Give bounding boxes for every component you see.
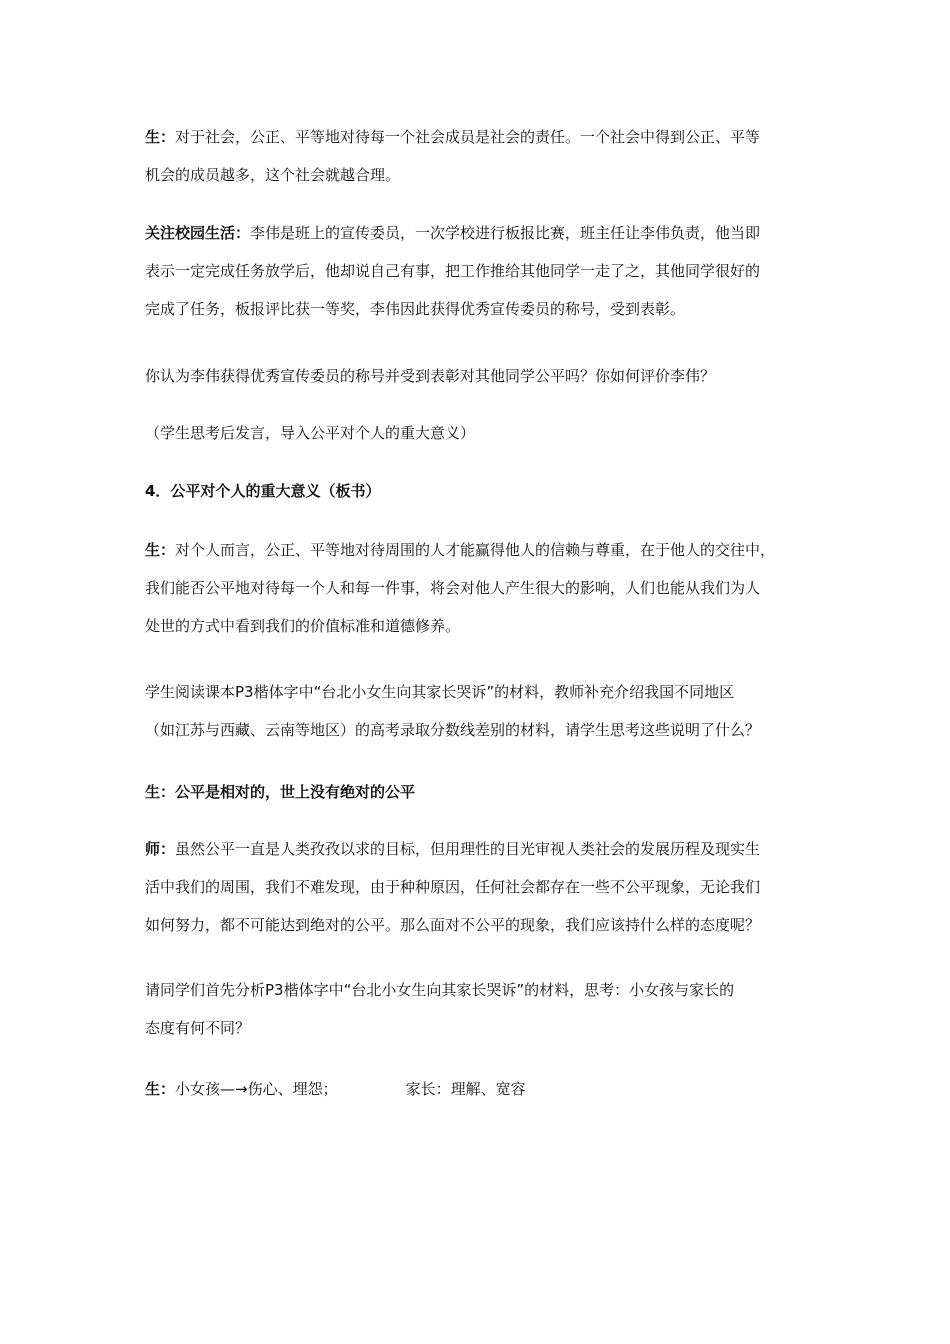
text-line: 学生阅读课本P3楷体字中“台北小女生向其家长哭诉”的材料，教师补充介绍我国不同地区: [145, 683, 735, 701]
paragraph-teacher: [145, 830, 810, 944]
parent-attitude: 家长：理解、宽容: [405, 1080, 526, 1098]
text-run: 对个人而言，公正、平等地对待周围的人才能赢得他人的信赖与尊重，在于他人的交往中，: [175, 541, 776, 559]
paragraph-student-individual: [145, 531, 810, 645]
text-line: 你认为李伟获得优秀宣传委员的称号并受到表彰对其他同学公平吗？你如何评价李伟？: [145, 367, 716, 385]
heading-text: 生：公平是相对的，世上没有绝对的公平: [145, 783, 416, 801]
text-line: [145, 214, 810, 252]
speaker-label: 生：: [145, 541, 176, 559]
text-line: 机会的成员越多，这个社会就越合理。: [145, 166, 401, 184]
text-line: [145, 830, 810, 868]
paragraph-student-answer: [145, 1070, 810, 1108]
text-line: [145, 118, 810, 156]
lead-label: 关注校园生活：: [145, 224, 251, 242]
paragraph-analysis-prompt: [145, 971, 810, 1047]
text-line: 请同学们首先分析P3楷体字中“台北小女生向其家长哭诉”的材料，思考：小女孩与家长的: [145, 981, 735, 999]
text-line: [145, 531, 810, 569]
text-line: 我们能否公平地对待每一个人和每一件事，将会对他人产生很大的影响，人们也能从我们为人: [145, 579, 761, 597]
heading-text: 4．公平对个人的重大意义（板书）: [145, 482, 381, 500]
girl-attitude: 小女孩—→伤心、埋怨；: [175, 1080, 338, 1098]
text-run: 虽然公平一直是人类孜孜以求的目标，但用理性的目光审视人类社会的发展历程及现实生: [175, 840, 761, 858]
text-line: （学生思考后发言，导入公平对个人的重大意义）: [145, 424, 476, 442]
speaker-label: 生：: [145, 128, 176, 146]
paragraph-student-society: [145, 118, 810, 194]
speaker-label: 生：: [145, 1080, 176, 1098]
text-line: 活中我们的周围，我们不难发现，由于种种原因，任何社会都存在一些不公平现象，无论我们: [145, 878, 761, 896]
paragraph-discussion-note: [145, 414, 810, 452]
paragraph-campus-life: [145, 214, 810, 328]
paragraph-question: [145, 357, 810, 395]
speaker-label: 师：: [145, 840, 176, 858]
subheading-relative-fairness: [145, 773, 810, 811]
text-run: 对于社会，公正、平等地对待每一个社会成员是社会的责任。一个社会中得到公正、平等: [175, 128, 761, 146]
paragraph-reading-material: [145, 673, 810, 749]
text-line: 处世的方式中看到我们的价值标准和道德修养。: [145, 617, 461, 635]
text-run: 李伟是班上的宣传委员，一次学校进行板报比赛，班主任让李伟负责，他当即: [250, 224, 761, 242]
text-line: （如江苏与西藏、云南等地区）的高考录取分数线差别的材料，请学生思考这些说明了什么？: [145, 721, 761, 739]
text-line: [145, 1070, 810, 1108]
section-heading: [145, 472, 810, 510]
text-line: 如何努力，都不可能达到绝对的公平。那么面对不公平的现象，我们应该持什么样的态度呢？: [145, 916, 761, 934]
text-line: 表示一定完成任务放学后，他却说自己有事，把工作推给其他同学一走了之，其他同学很好的: [145, 262, 761, 280]
text-line: 完成了任务，板报评比获一等奖，李伟因此获得优秀宣传委员的称号，受到表彰。: [145, 300, 686, 318]
text-line: 态度有何不同？: [145, 1019, 251, 1037]
